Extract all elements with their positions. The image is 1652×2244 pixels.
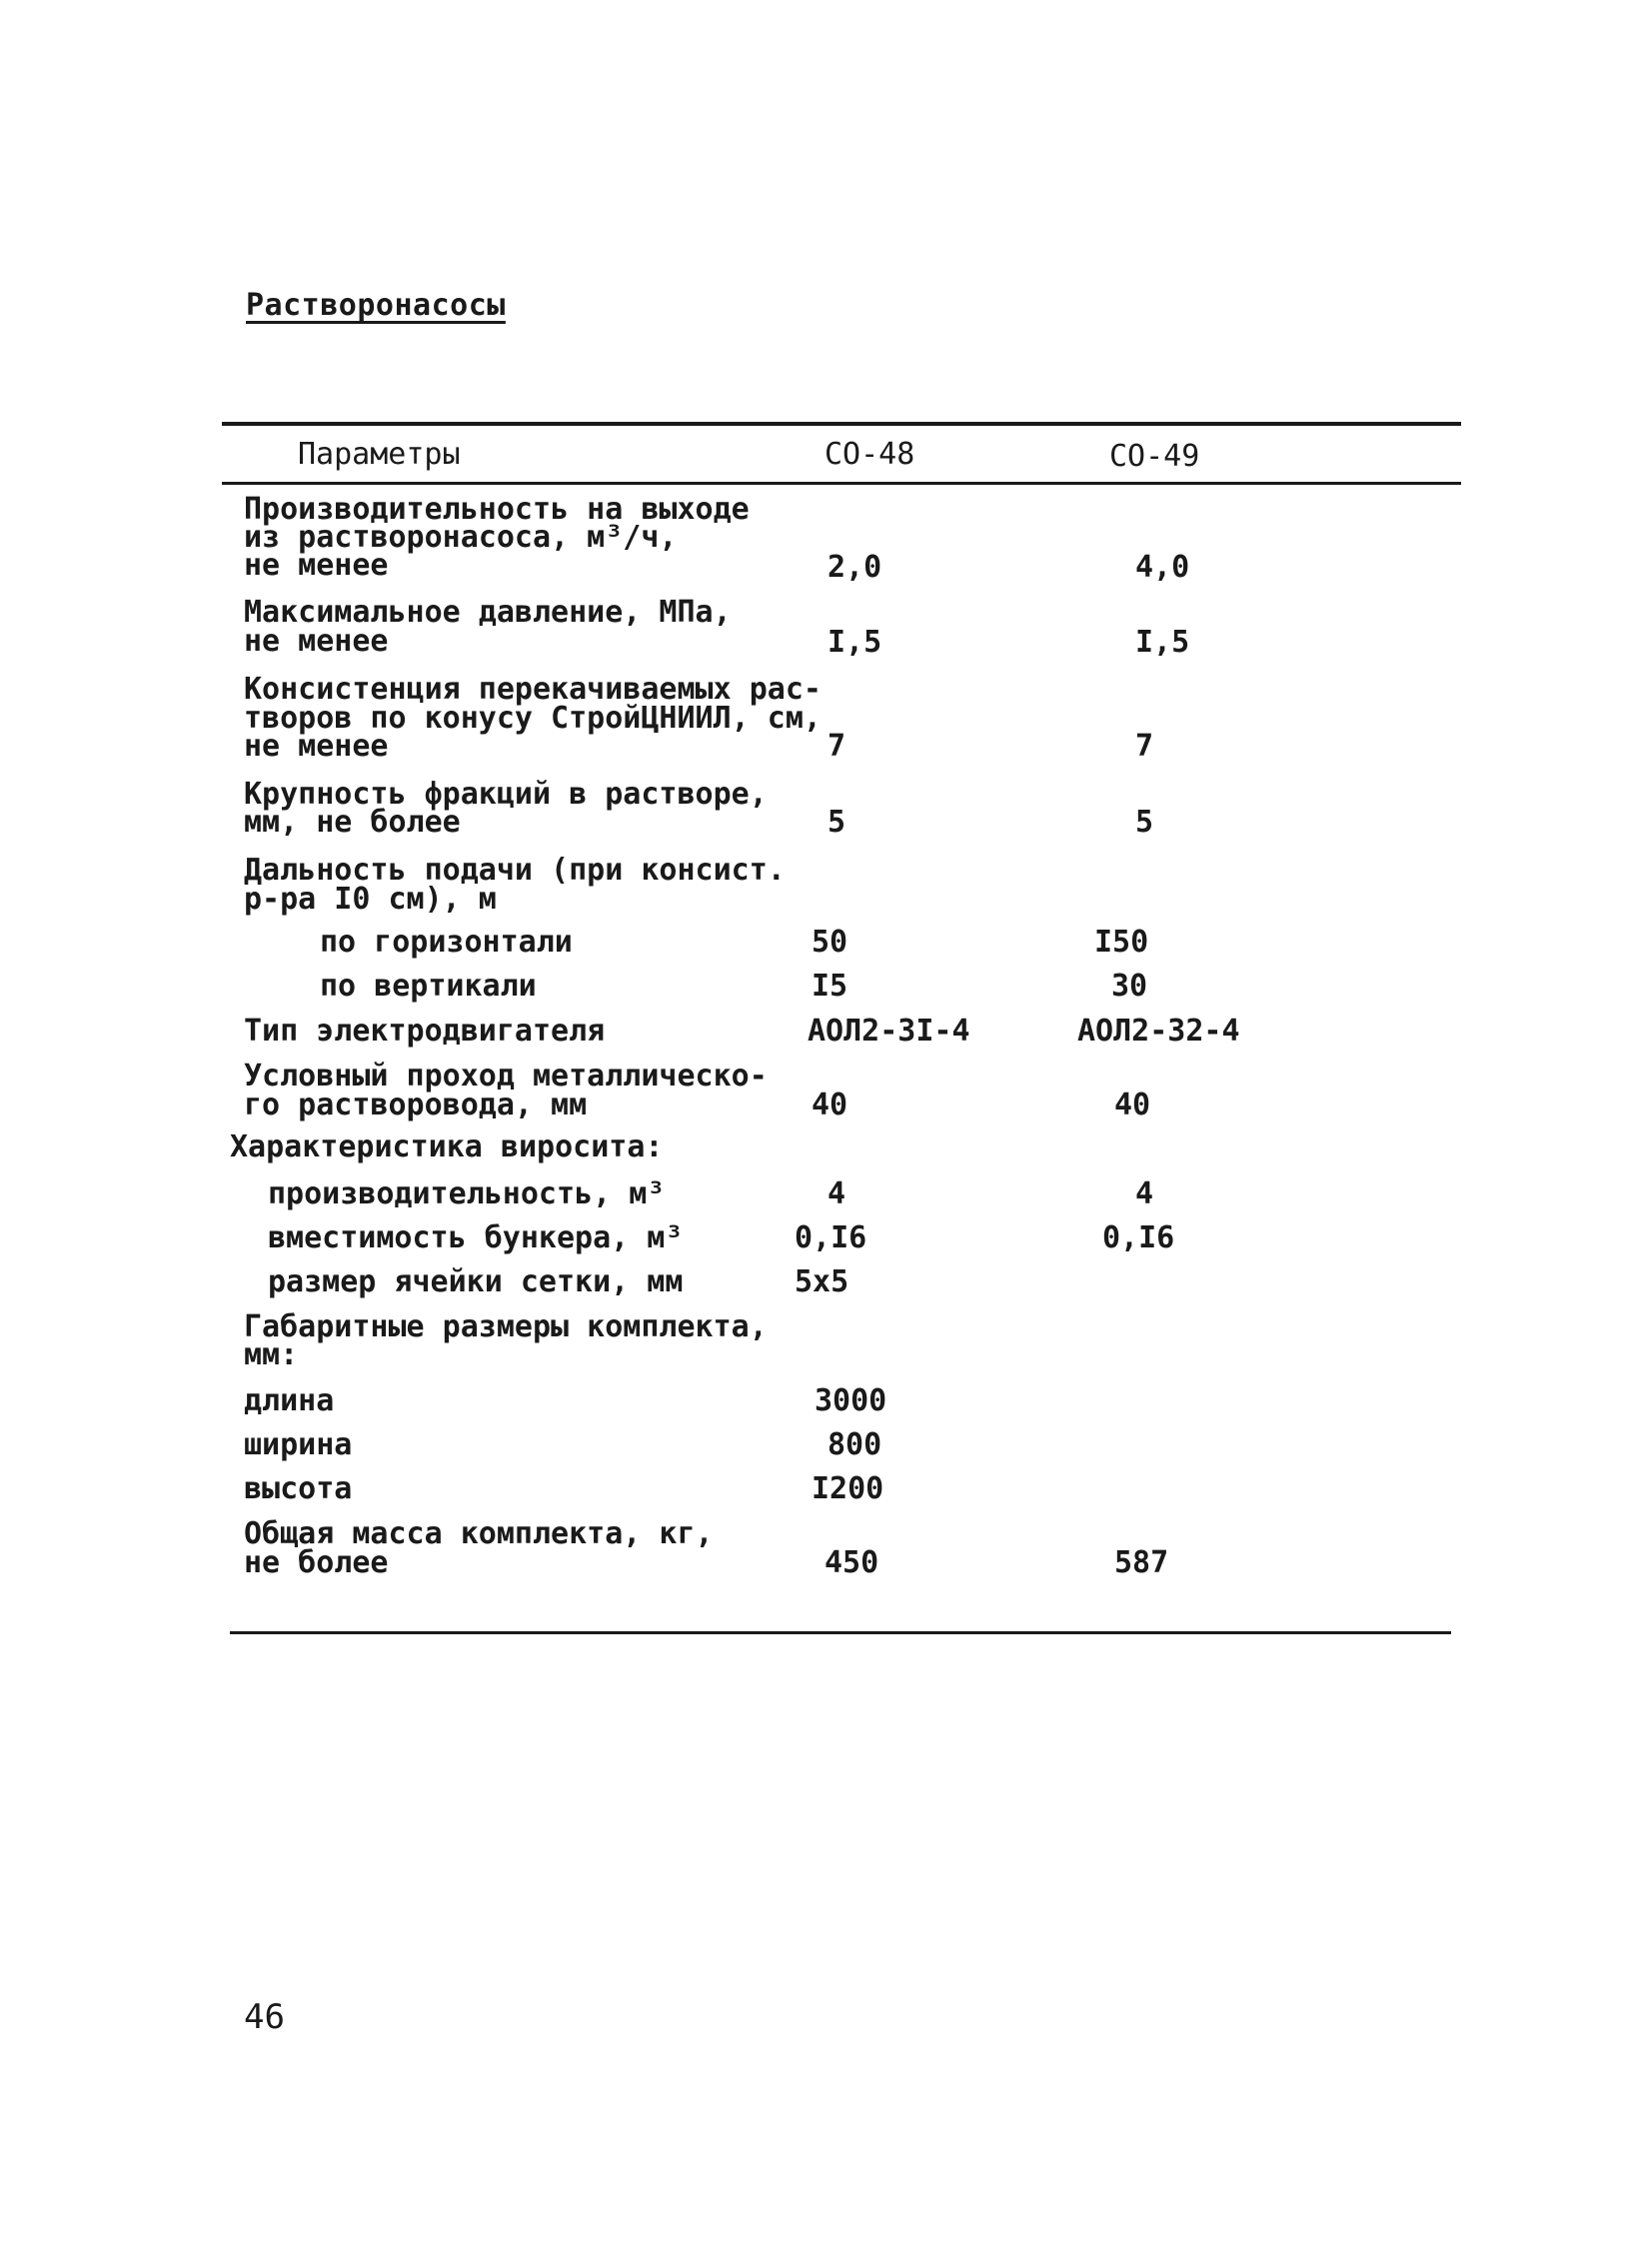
header-bottom-rule bbox=[222, 482, 1461, 485]
row-16-value-co48: 800 bbox=[827, 1427, 882, 1462]
row-4-line-1: Крупность фракций в растворе, bbox=[244, 777, 768, 812]
row-1-line-1: Производительность на выходе bbox=[244, 492, 750, 527]
row-4-value-co49: 5 bbox=[1135, 805, 1154, 840]
row-9-line-2: го растворовода, мм bbox=[244, 1088, 588, 1122]
row-17-value-co48: I200 bbox=[812, 1471, 884, 1506]
row-15-value-co48: 3000 bbox=[815, 1383, 887, 1418]
row-14-line-2: мм: bbox=[244, 1337, 299, 1372]
row-8-value-co48: АОЛ2-3I-4 bbox=[808, 1014, 970, 1049]
row-3-value-co48: 7 bbox=[827, 729, 846, 764]
row-3-value-co49: 7 bbox=[1135, 729, 1154, 764]
row-2-value-co49: I,5 bbox=[1135, 625, 1190, 660]
page-title: Растворонасосы bbox=[246, 288, 506, 323]
row-1-line-2: из растворонасоса, м³/ч, bbox=[244, 520, 678, 555]
row-12-value-co49: 0,I6 bbox=[1102, 1220, 1175, 1255]
table-top-rule bbox=[222, 422, 1461, 426]
row-6-label: по горизонтали bbox=[320, 925, 573, 960]
row-7-value-co48: I5 bbox=[812, 969, 848, 1004]
row-2-value-co48: I,5 bbox=[827, 625, 882, 660]
page-number: 46 bbox=[244, 1997, 285, 2037]
row-5-line-1: Дальность подачи (при консист. bbox=[244, 853, 786, 888]
row-10-label: Характеристика виросита: bbox=[230, 1129, 664, 1164]
row-9-line-1: Условный проход металлическо- bbox=[244, 1059, 768, 1094]
row-6-value-co49: I50 bbox=[1094, 925, 1149, 960]
row-9-value-co48: 40 bbox=[812, 1088, 848, 1122]
row-8-label: Тип электродвигателя bbox=[244, 1014, 606, 1049]
col-header-co48: СО-48 bbox=[825, 437, 915, 472]
row-2-line-2: не менее bbox=[244, 624, 389, 659]
row-15-label: длина bbox=[244, 1383, 335, 1418]
row-3-line-3: не менее bbox=[244, 729, 389, 764]
row-2-line-1: Максимальное давление, МПа, bbox=[244, 595, 732, 630]
row-11-value-co48: 4 bbox=[827, 1176, 846, 1211]
row-6-value-co48: 50 bbox=[812, 925, 848, 960]
row-18-line-2: не более bbox=[244, 1545, 389, 1580]
row-12-label: вместимость бункера, м³ bbox=[268, 1220, 684, 1255]
table-bottom-rule bbox=[230, 1631, 1451, 1634]
row-17-label: высота bbox=[244, 1471, 353, 1506]
row-1-value-co49: 4,0 bbox=[1135, 550, 1190, 585]
col-header-parameters: Параметры bbox=[298, 437, 461, 472]
row-14-line-1: Габаритные размеры комплекта, bbox=[244, 1309, 768, 1344]
row-11-value-co49: 4 bbox=[1135, 1176, 1154, 1211]
row-4-value-co48: 5 bbox=[827, 805, 846, 840]
row-3-line-1: Консистенция перекачиваемых рас- bbox=[244, 672, 822, 707]
row-5-line-2: р-ра I0 см), м bbox=[244, 882, 497, 917]
row-13-label: размер ячейки сетки, мм bbox=[268, 1264, 684, 1299]
row-4-line-2: мм, не более bbox=[244, 805, 461, 840]
row-12-value-co48: 0,I6 bbox=[795, 1220, 867, 1255]
row-3-line-2: творов по конусу СтройЦНИИЛ, см, bbox=[244, 701, 822, 736]
row-13-value-co48: 5x5 bbox=[795, 1264, 849, 1299]
row-16-label: ширина bbox=[244, 1427, 353, 1462]
row-11-label: производительность, м³ bbox=[268, 1176, 666, 1211]
row-18-line-1: Общая масса комплекта, кг, bbox=[244, 1516, 714, 1551]
col-header-co49: СО-49 bbox=[1109, 439, 1200, 474]
row-1-line-3: не менее bbox=[244, 548, 389, 583]
row-18-value-co49: 587 bbox=[1114, 1545, 1169, 1580]
row-1-value-co48: 2,0 bbox=[827, 550, 882, 585]
row-7-label: по вертикали bbox=[320, 969, 537, 1004]
row-18-value-co48: 450 bbox=[825, 1545, 879, 1580]
row-8-value-co49: АОЛ2-32-4 bbox=[1077, 1014, 1240, 1049]
row-9-value-co49: 40 bbox=[1114, 1088, 1151, 1122]
row-7-value-co49: 30 bbox=[1111, 969, 1148, 1004]
